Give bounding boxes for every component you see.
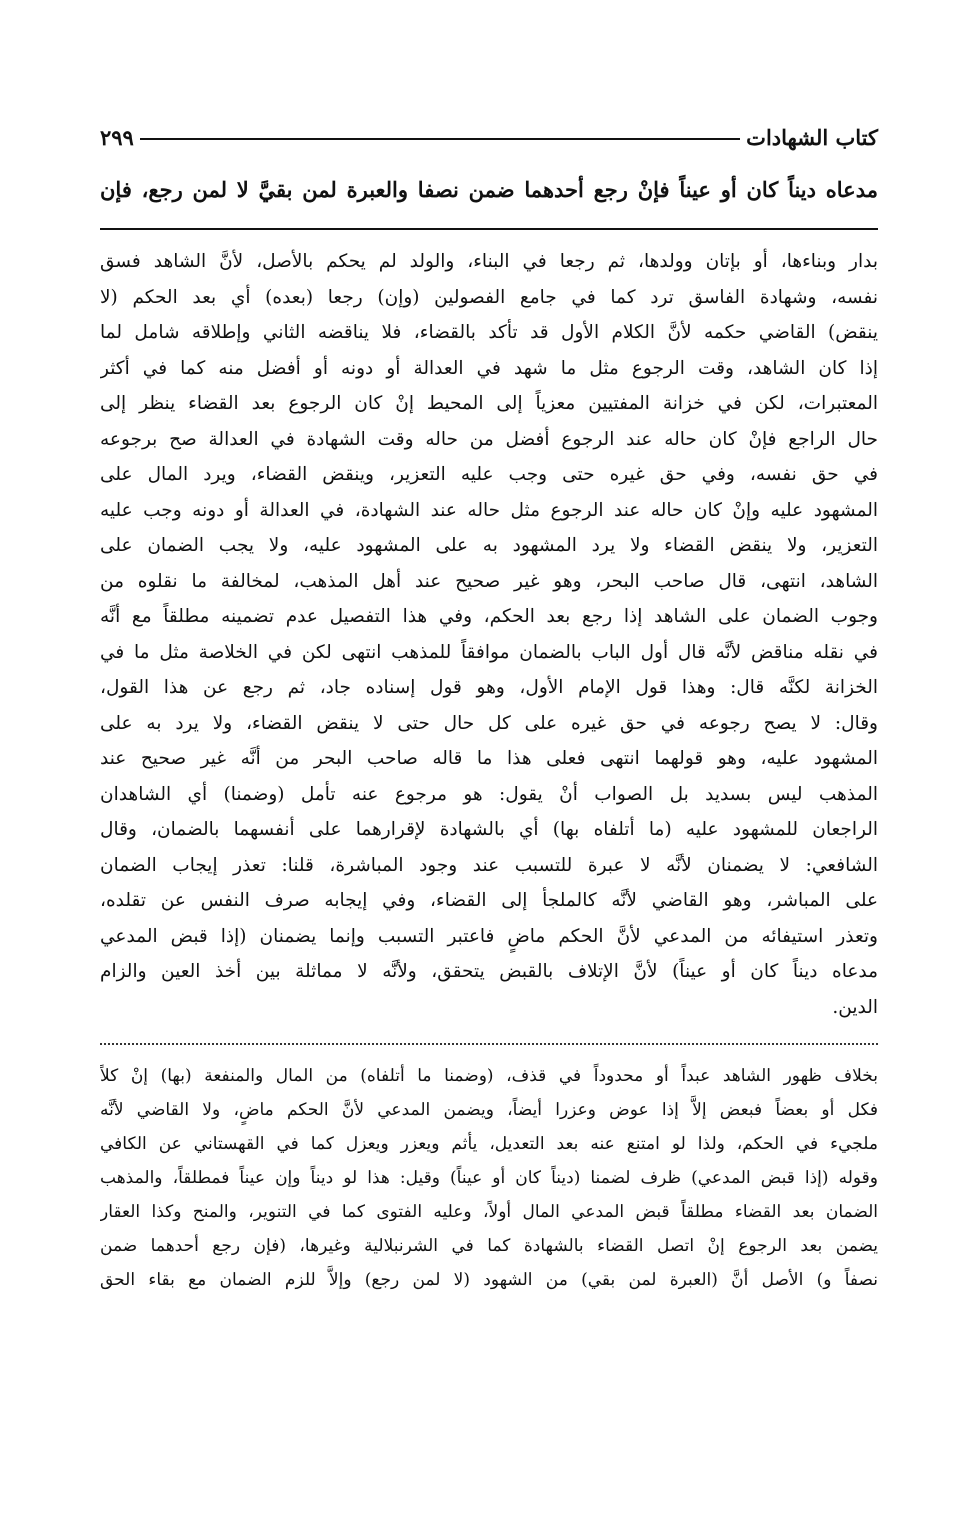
commentary-line: وقال: لا يصح رجوعه في حق غيره على كل حال حتى لا ينقض القضاء، ولا يرد به على <box>100 712 878 734</box>
commentary-text <box>100 244 878 1025</box>
commentary-line: حال الراجع فإنْ كان حاله عند الرجوع أفضل من حاله وقت الشهادة في العدالة صح برجوعه <box>100 428 878 450</box>
footnote-line: وقوله (إذا قبض المدعي) ظرف لضمنا (ديناً كان أو عيناً) وقيل: هذا لو ديناً وإن عيناً فمطلقاً، والمذهب <box>100 1168 878 1188</box>
commentary-line: التعزير، ولا ينقض القضاء ولا يرد المشهود به على المشهود عليه، ولا يجب الضمان على <box>100 535 878 556</box>
page-number: ٢٩٩ <box>100 125 134 150</box>
commentary-line: الخزانة لكنَّه قال: وهذا قول الإمام الأول، وهو قول إسناده جاد، ثم رجع عن هذا القول، <box>100 677 878 698</box>
footnote-line: بخلاف ظهور الشاهد عبداً أو محدوداً في قذف، (وضمنا ما أتلفاه) من المال والمنفعة (بها) إنْ كلاً <box>100 1066 878 1086</box>
header-rule <box>140 138 740 140</box>
commentary-line: نفسه، وشهادة الفاسق ترد كما في جامع الفصولين (وإن) رجعا (بعده) أي بعد الحكم (لا <box>100 286 878 308</box>
footnote-separator <box>100 1043 878 1045</box>
footnote-line: الضمان بعد القضاء مطلقاً قبض المدعي المال أولاً، وعليه الفتوى كما في التنوير، والمنح وكذا العقار <box>100 1202 878 1222</box>
footnote-line: نصفاً و) الأصل أنَّ (العبرة لمن بقي) من الشهود (لا لمن رجع) وإلاَّ للزم الضمان مع بقاء الحق <box>100 1270 878 1290</box>
commentary-line: في حق نفسه، وفي حق غيره حتى وجب عليه التعزير، وينقض القضاء، ويرد المال على <box>100 464 878 485</box>
commentary-line: وجوب الضمان على الشاهد إذا رجع بعد الحكم، وفي هذا التفصيل عدم تضمينه مطلقاً مع أنَّه <box>100 606 878 627</box>
commentary-line: المشهود عليه، وهو قولهما انتهى فعلى هذا ما قاله صاحب البحر من أنَّه غير صحيح عند <box>100 748 878 769</box>
matn-text: مدعاه ديناً كان أو عيناً فإنْ رجع أحدهما ضمن نصفا والعبرة لمن بقيَّ لا لمن رجع، فإن <box>100 177 878 202</box>
matn-separator <box>100 228 878 230</box>
footnote-text <box>100 1059 878 1297</box>
commentary-line: الراجعان للمشهود عليه (ما أتلفاه بها) أي بالشهادة لإقرارهما على أنفسهما بالضمان، وقال <box>100 819 878 840</box>
commentary-line: وتعذر استيفائه من المدعي لأنَّ الحكم ماضٍ فاعتبر التسبب وإنما يضمنان (إذا قبض المدعي <box>100 925 878 947</box>
commentary-line: ينقض) القاضي حكمه لأنَّ الكلام الأول قد تأكد بالقضاء، فلا يناقضه الثاني وإطلاقه شامل لما <box>100 322 878 343</box>
header-title: كتاب الشهادات <box>746 125 878 150</box>
commentary-line: في نقله مناقض لأنَّه قال أول الباب بالضمان موافقاً للمذهب انتهى لكن في الخلاصة مثل ما في <box>100 641 878 663</box>
footnote-line: فكل أو بعضاً فبعض إلاَّ إذا عوض وعزرا أيضاً، ويضمن المدعي لأنَّ الحكم ماضٍ، ولا القاضي لأنَّه <box>100 1100 878 1120</box>
commentary-line: مدعاه ديناً كان أو عيناً) لأنَّ الإتلاف بالقبض يتحقق، ولأنَّه لا مماثلة بين أخذ العين والزام <box>100 961 878 982</box>
commentary-line: على المباشر، وهو القاضي لأنَّه كالملجأ إلى القضاء، وفي إيجابه صرف النفس عن تقلده، <box>100 890 878 911</box>
footnote-line: ملجيء في الحكم، ولذا لو امتنع عنه بعد التعديل، يأثم ويعزر ويعزل كما في القهستاني عن الكافي <box>100 1134 878 1154</box>
running-header <box>100 108 878 148</box>
commentary-line: الدين. <box>832 996 878 1018</box>
book-page <box>100 108 878 1297</box>
commentary-line: إذا كان الشاهد، وقت الرجوع مثل ما شهد في العدالة أو دونه أو أفضل منه كما في أكثر <box>100 357 878 379</box>
commentary-line: المذهب ليس بسديد بل الصواب أنْ يقول: هو مرجوع عنه تأمل (وضمنا) أي الشاهدان <box>100 783 878 805</box>
commentary-line: المعتبرات، لكن في خزانة المفتيين معزياً إلى المحيط إنْ كان الرجوع بعد القضاء ينظر إلى <box>100 393 878 414</box>
commentary-line: المشهود عليه وإنْ كان حاله عند الرجوع مثل حاله عند الشهادة، في العدالة أو دونه وجب عليه <box>100 499 878 521</box>
commentary-line: الشافعي: لا يضمنان لأنَّه لا عبرة للتسبب عند وجود المباشرة، قلنا: تعذر إيجاب الضمان <box>100 854 878 876</box>
commentary-line: الشاهد، انتهى، قال صاحب البحر، وهو غير صحيح عند أهل المذهب، لمخالفة ما نقلوه من <box>100 570 878 592</box>
footnote-line: يضمن بعد الرجوع إنْ اتصل القضاء بالشهادة كما في الشرنبلالية وغيرها، (فإن رجع أحدهما ضمن <box>100 1236 878 1256</box>
commentary-line: بدار وبناءها، أو بإتان وولدها، ثم رجعا في البناء، والولد لم يحكم بالأصل، لأنَّ الشاهد فسق <box>100 251 878 272</box>
